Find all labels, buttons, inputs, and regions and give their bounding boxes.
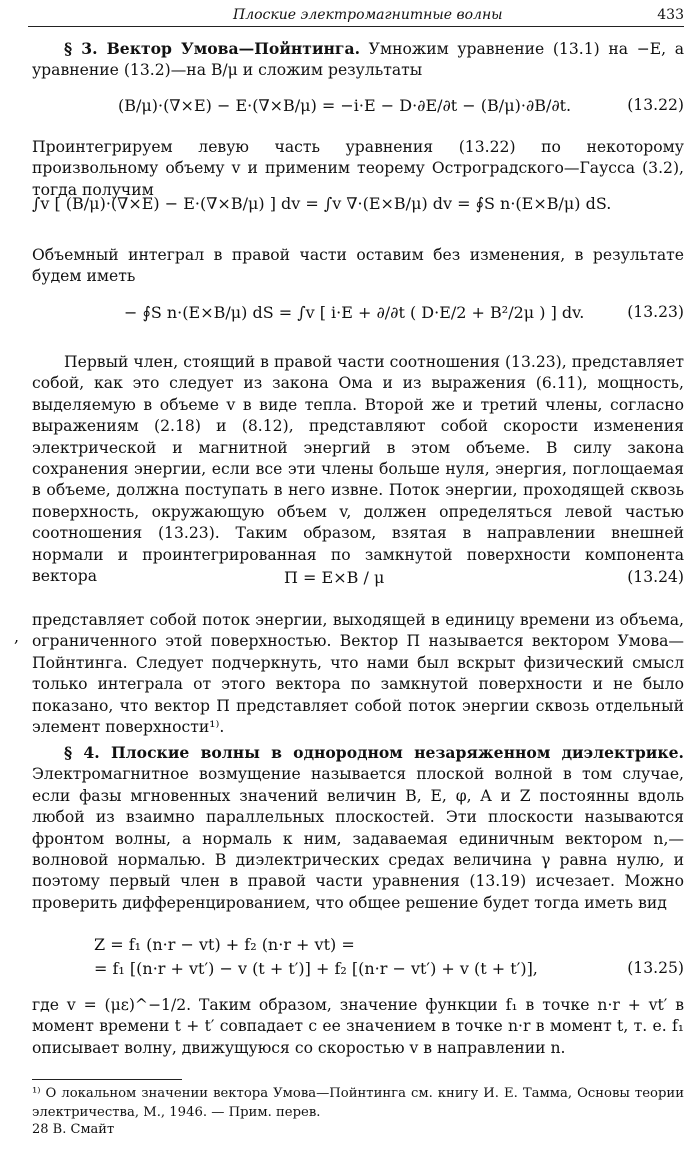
running-title: Плоские электромагнитные волны [233, 7, 503, 23]
equation-integral-body: ∫v [ (B/μ)·(∇×E) − E·(∇×B/μ) ] dv = ∫v ∇·(E×B/μ) dv = ∮S n·(E×B/μ) dS. [32, 194, 612, 213]
equation-13-22-number: (13.22) [627, 96, 684, 114]
equation-13-25-line1: Z = f₁ (n·r − vt) + f₂ (n·r + vt) = [94, 935, 355, 954]
equation-13-24-body: Π = E×B / μ [284, 568, 385, 587]
page-number: 433 [657, 7, 684, 23]
section4-intro [32, 742, 684, 914]
section4-paragraph-1: Электромагнитное возмущение называется плоской волной в том случае, если фазы мгновенных значений величин B, E, φ, A и Z постоянны вдоль любой из взаимно параллельных плоскостей. Эти плоскости называются фронтом волны, а нормаль к ним, задаваемая единичным вектором n,— волновой нормалью. В диэлектрических средах величина γ равна нулю, и поэтому первый член в правой части уравнения (13.19) исчезает. Можно проверить дифференцированием, что общее решение будет тогда иметь вид [32, 765, 684, 912]
section3-paragraph-4: Первый член, стоящий в правой части соотношения (13.23), представляет собой, как это следует из закона Ома и из выражения (6.11), мощность, выделяемую в объеме v в виде тепла. Второй же и третий члены, согласно выражениям (2.18) и (8.12), представляют собой скорости изменения электрической и магнитной энергий в этом объеме. В силу закона сохранения энергии, если все эти члены больше нуля, энергия, поглощаемая в объеме, должна поступать в него извне. Поток энергии, проходящей сквозь поверхность, окружающую объем v, должен определяться левой частью соотношения (13.23). Таким образом, взятая в направлении внешней нормали и проинтегрированная по замкнутой поверхности компонента вектора [32, 353, 684, 586]
section3-paragraph-5: представляет собой поток энергии, выходящей в единицу времени из объема, ограниченного этой поверхностью. Вектор Π называется вектором Умова—Пойнтинга. Следует подчеркнуть, что нами был вскрыт физический смысл только интеграла от этого вектора по замкнутой поверхности и не было показано, что вектор Π представляет собой поток энергии сквозь отдельный элемент поверхности¹⁾. [32, 611, 684, 737]
section3-intro-text: Умножим уравнение (13.1) на −E, а уравнение (13.2)—на B/μ и сложим результаты [32, 40, 684, 80]
section3-paragraph-3: Объемный интеграл в правой части оставим без изменения, в результате будем иметь [32, 246, 684, 286]
equation-13-25-number: (13.25) [627, 959, 684, 977]
equation-13-23-body: − ∮S n·(E×B/μ) dS = ∫v [ i·E + ∂/∂t ( D·E/2 + B²/2μ ) ] dv. [124, 303, 585, 322]
section4-paragraph-2: где v = (με)^−1/2. Таким образом, значение функции f₁ в точке n·r + vt′ в момент времени t + t′ совпадает с ее значением в точке n·r в момент t, т. е. f₁ описывает волну, движущуюся со скоростью v в направлении n. [32, 996, 684, 1057]
equation-13-24 [32, 568, 684, 598]
equation-13-22 [32, 96, 684, 122]
section3-heading: § 3. Вектор Умова—Пойнтинга. [64, 39, 361, 58]
margin-mark: , [14, 627, 20, 646]
footnote-rule [32, 1079, 182, 1080]
equation-13-23-number: (13.23) [627, 303, 684, 321]
running-header [28, 6, 684, 27]
equation-integral [32, 194, 684, 224]
section3-intro [32, 38, 684, 82]
section3-paragraph-2: Проинтегрируем левую часть уравнения (13.22) по некоторому произвольному объему v и применим теорему Остроградского—Гаусса (3.2), тогда получим [32, 138, 684, 199]
equation-13-25 [32, 935, 684, 985]
printer-signature: 28 В. Смайт [32, 1122, 115, 1137]
section4-heading: § 4. Плоские волны в однородном незаряженном диэлектрике. [64, 743, 684, 762]
equation-13-25-line2: = f₁ [(n·r + vt′) − v (t + t′)] + f₂ [(n·r − vt′) + v (t + t′)], [94, 959, 538, 978]
equation-13-22-body: (B/μ)·(∇×E) − E·(∇×B/μ) = −i·E − D·∂E/∂t − (B/μ)·∂B/∂t. [118, 96, 572, 115]
footnote: ¹⁾ О локальном значении вектора Умова—Пойнтинга см. книгу И. Е. Тамма, Основы теории электричества, М., 1946. — Прим. перев. [32, 1086, 684, 1120]
equation-13-24-number: (13.24) [627, 568, 684, 586]
equation-13-23 [32, 303, 684, 333]
